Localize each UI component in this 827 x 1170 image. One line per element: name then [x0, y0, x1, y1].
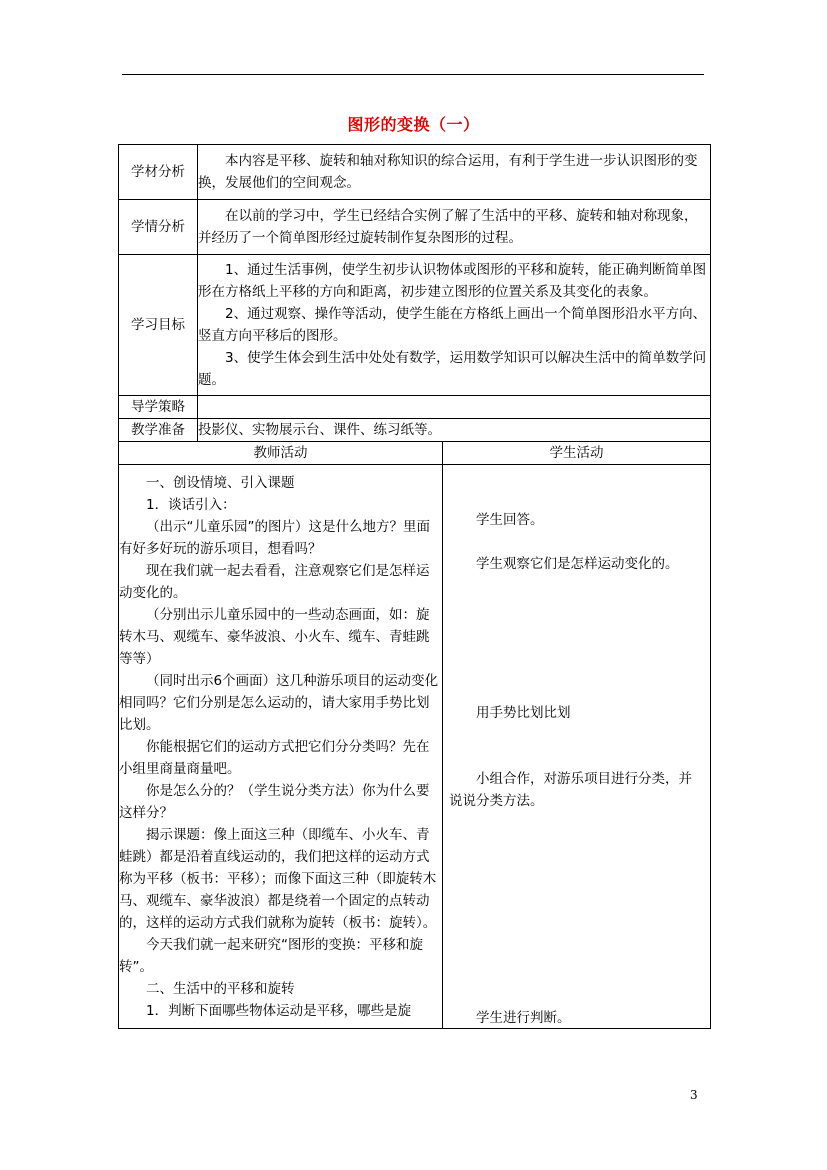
row-content: 在以前的学习中，学生已经结合实例了解了生活中的平移、旋转和轴对称现象，并经历了一个简单图形经过旋转制作复杂图形的过程。	[198, 200, 711, 255]
student-note: 小组合作，对游乐项目进行分类，并说说分类方法。	[449, 771, 692, 810]
row-content	[198, 255, 711, 396]
student-note: 用手势比划比划	[476, 705, 571, 721]
goal-item: 3、使学生体会到生活中处处有数学，运用数学知识可以解决生活中的简单数学问题。	[198, 350, 707, 388]
teacher-activity-header: 教师活动	[119, 442, 443, 465]
row-prep	[119, 419, 711, 442]
row-learner	[119, 200, 711, 255]
goal-item: 1、通过生活事例，使学生初步认识物体或图形的平移和旋转，能正确判断简单图形在方格纸上平移的方向和距离，初步建立图形的位置关系及其变化的表象。	[198, 262, 707, 300]
student-activity-header: 学生活动	[443, 442, 711, 465]
teacher-line: 揭示课题：像上面这三种（即缆车、小火车、青蛙跳）都是沿着直线运动的，我们把这样的运动方式称为平移（板书：平移）；而像下面这三种（即旋转木马、观缆车、豪华波浪）都是绕着一个固定的点转动的，这样的运动方式我们就称为旋转（板书：旋转）。	[119, 826, 437, 931]
lesson-plan-table	[118, 144, 711, 1029]
teacher-line: （分别出示儿童乐园中的一些动态画面，如：旋转木马、观缆车、豪华波浪、小火车、缆车、青蛙跳等等）	[119, 606, 430, 667]
teacher-activity-cell	[119, 465, 443, 1029]
activity-header-row	[119, 442, 711, 465]
row-label: 学情分析	[119, 200, 198, 255]
teacher-line: 1．谈话引入：	[146, 496, 236, 513]
goal-item: 2、通过观察、操作等活动，使学生能在方格纸上画出一个简单图形沿水平方向、竖直方向平移后的图形。	[198, 306, 707, 344]
teacher-line: 二、生活中的平移和旋转	[146, 980, 295, 997]
teacher-line: 你能根据它们的运动方式把它们分分类吗？先在小组里商量商量吧。	[119, 738, 430, 777]
page-title: 图形的变换（一）	[347, 115, 480, 134]
row-content	[198, 396, 711, 419]
row-strategy	[119, 396, 711, 419]
row-content: 投影仪、实物展示台、课件、练习纸等。	[198, 419, 711, 442]
header-rule	[122, 74, 704, 75]
student-activity-cell	[443, 465, 711, 1029]
teacher-line: 今天我们就一起来研究“图形的变换：平移和旋转”。	[119, 936, 423, 975]
teacher-line: 你是怎么分的？（学生说分类方法）你为什么要这样分？	[119, 782, 430, 821]
activity-row	[119, 465, 711, 1029]
teacher-line: （同时出示6个画面）这几种游乐项目的运动变化相同吗？它们分别是怎么运动的，请大家用手势比划比划。	[119, 672, 439, 733]
row-label: 学习目标	[119, 255, 198, 396]
student-note: 学生回答。	[476, 512, 544, 528]
student-note: 学生进行判断。	[476, 1010, 571, 1026]
row-material	[119, 145, 711, 200]
teacher-line: 1．判断下面哪些物体运动是平移，哪些是旋	[146, 1002, 412, 1019]
teacher-line: 一、创设情境、引入课题	[146, 474, 295, 491]
teacher-line: （出示“儿童乐园”的图片）这是什么地方？里面有好多好玩的游乐项目，想看吗？	[119, 518, 430, 557]
row-goals	[119, 255, 711, 396]
student-note: 学生观察它们是怎样运动变化的。	[476, 556, 679, 572]
row-label: 学材分析	[119, 145, 198, 200]
row-content: 本内容是平移、旋转和轴对称知识的综合运用，有利于学生进一步认识图形的变换，发展他们的空间观念。	[198, 145, 711, 200]
row-label: 导学策略	[119, 396, 198, 419]
row-label: 教学准备	[119, 419, 198, 442]
page-number: 3	[690, 1088, 698, 1102]
teacher-line: 现在我们就一起去看看，注意观察它们是怎样运动变化的。	[119, 562, 430, 601]
